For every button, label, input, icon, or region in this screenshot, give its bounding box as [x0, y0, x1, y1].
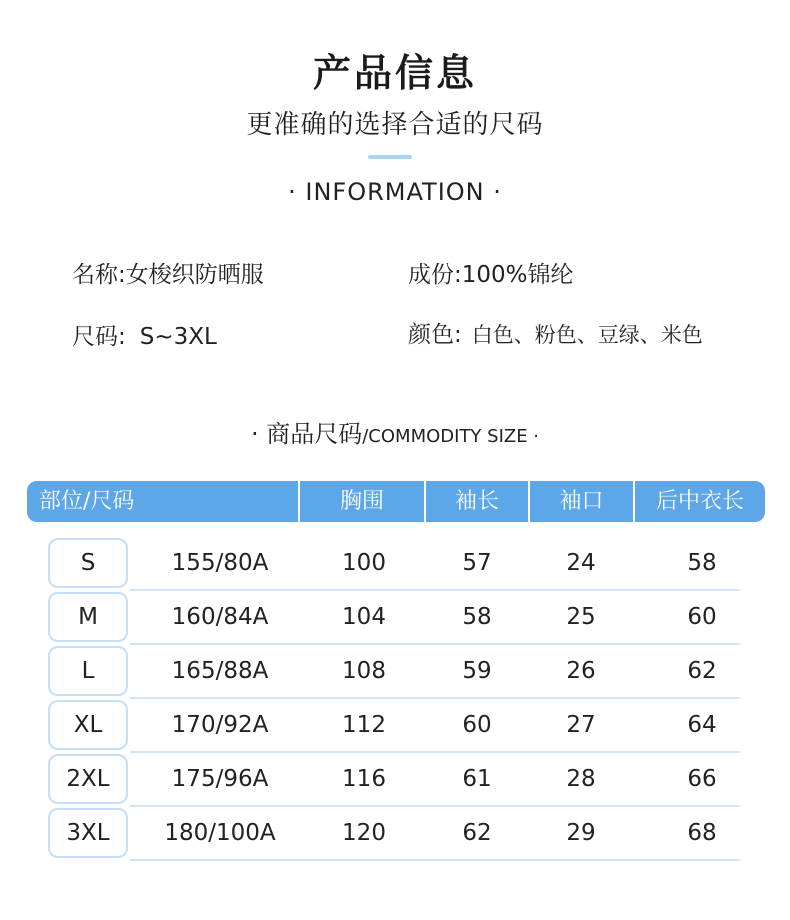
cell-spec: 180/100A: [164, 820, 276, 846]
cell-sleeve: 60: [462, 712, 492, 738]
cell-cuff: 28: [566, 766, 596, 792]
spec-name-value: 女梭织防晒服: [125, 262, 264, 288]
table-row: [48, 807, 740, 861]
cell-sleeve: 57: [462, 550, 492, 576]
cell-sleeve: 59: [462, 658, 492, 684]
cell-length: 68: [687, 820, 717, 846]
spec-size-label: 尺码:: [72, 324, 126, 350]
size-section-label-cn: · 商品尺码: [250, 420, 363, 448]
cell-cuff: 27: [566, 712, 596, 738]
cell-spec: 165/88A: [171, 658, 269, 684]
spec-material-label: 成份:: [408, 262, 462, 288]
table-row: [48, 591, 740, 645]
cell-chest: 100: [342, 550, 386, 576]
size-label-box: S: [48, 538, 128, 588]
header-cell-length: 后中衣长: [655, 489, 744, 514]
header-cell-cuff: 袖口: [559, 489, 604, 514]
cell-chest: 112: [342, 712, 386, 738]
cell-length: 66: [687, 766, 717, 792]
cell-cuff: 24: [566, 550, 596, 576]
header-cell-part: 部位/尺码: [39, 489, 135, 514]
table-header: [27, 481, 765, 522]
size-section-label: [0, 414, 790, 449]
spec-size-value: S~3XL: [139, 324, 217, 350]
cell-length: 64: [687, 712, 717, 738]
accent-divider: [368, 155, 412, 159]
cell-spec: 170/92A: [171, 712, 269, 738]
cell-cuff: 25: [566, 604, 596, 630]
cell-sleeve: 62: [462, 820, 492, 846]
cell-chest: 104: [342, 604, 386, 630]
page-title: 产品信息: [312, 51, 477, 95]
cell-chest: 108: [342, 658, 386, 684]
spec-name: [72, 256, 264, 289]
spec-name-label: 名称:: [72, 262, 126, 288]
cell-spec: 175/96A: [171, 766, 269, 792]
size-label-box: XL: [48, 700, 128, 750]
table-row: [48, 699, 740, 753]
size-label-box: 2XL: [48, 754, 128, 804]
cell-cuff: 29: [566, 820, 596, 846]
page-subtitle: 更准确的选择合适的尺码: [246, 110, 544, 140]
cell-length: 60: [687, 604, 717, 630]
cell-chest: 116: [342, 766, 386, 792]
spec-material-value: 100%锦纶: [461, 262, 574, 288]
cell-cuff: 26: [566, 658, 596, 684]
information-label: · INFORMATION ·: [288, 178, 502, 206]
table-row: [48, 537, 740, 591]
size-section-label-en: /COMMODITY SIZE ·: [362, 426, 540, 447]
size-label-box: 3XL: [48, 808, 128, 858]
spec-color: [408, 316, 703, 349]
header-cell-chest: 胸围: [339, 489, 384, 514]
spec-size: [72, 318, 217, 351]
table-row: [48, 753, 740, 807]
cell-length: 62: [687, 658, 717, 684]
header-cell-sleeve: 袖长: [454, 489, 499, 514]
cell-length: 58: [687, 550, 717, 576]
cell-spec: 155/80A: [171, 550, 269, 576]
table-row: [48, 645, 740, 699]
spec-material: [408, 256, 574, 289]
spec-color-value: 白色、粉色、豆绿、米色: [471, 323, 703, 347]
cell-chest: 120: [342, 820, 386, 846]
size-label-box: M: [48, 592, 128, 642]
cell-sleeve: 58: [462, 604, 492, 630]
spec-color-label: 颜色:: [408, 322, 462, 348]
cell-spec: 160/84A: [171, 604, 269, 630]
cell-sleeve: 61: [462, 766, 492, 792]
size-label-box: L: [48, 646, 128, 696]
